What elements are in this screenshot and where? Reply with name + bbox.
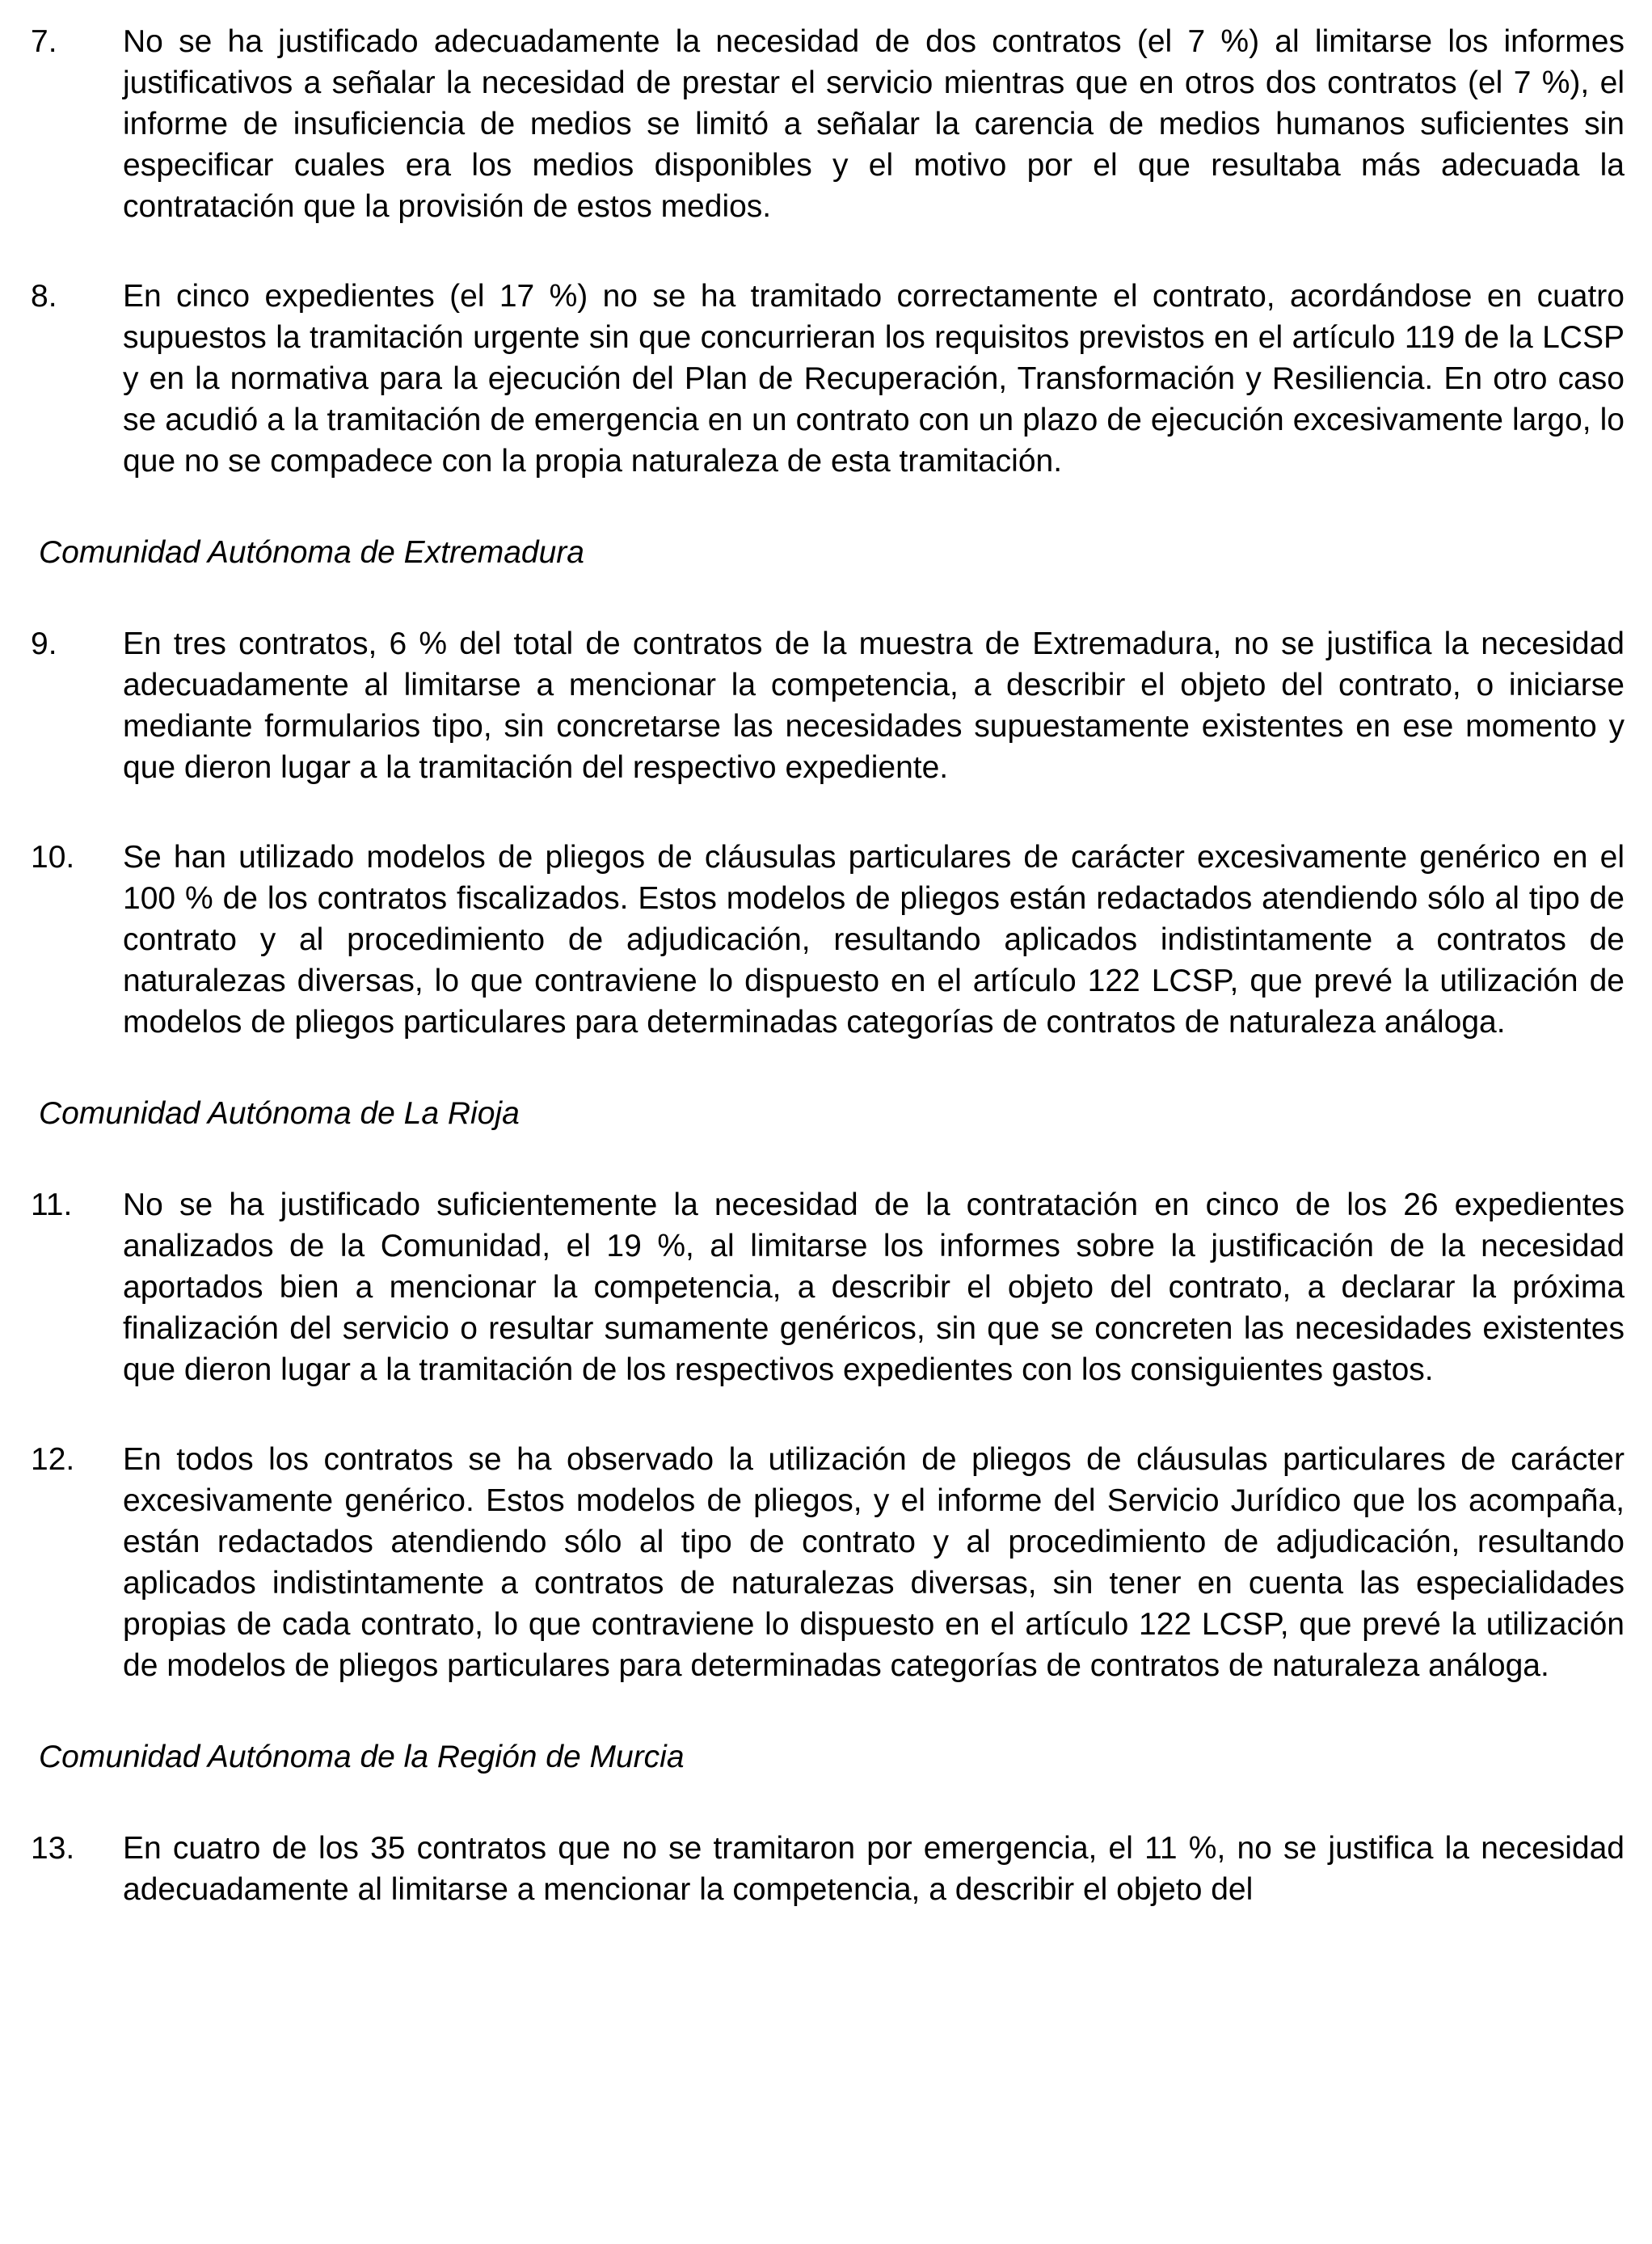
list-item-text: En tres contratos, 6 % del total de contratos de la muestra de Extremadura, no se justifica la necesidad adecuadamente al limitarse a mencionar la competencia, a describir el objeto del contrato, o iniciarse mediante formularios tipo, sin concretarse las necesidades supuestamente existentes en ese momento y que dieron lugar a la tramitación del respectivo expediente. <box>123 626 1625 785</box>
list-item-7 <box>31 21 1625 227</box>
section-heading-region-de-murcia: Comunidad Autónoma de la Región de Murcia <box>39 1740 685 1774</box>
list-item-text: Se han utilizado modelos de pliegos de cláusulas particulares de carácter excesivamente genérico en el 100 % de los contratos fiscalizados. Estos modelos de pliegos están redactados atendiendo sólo al tipo de contrato y al procedimiento de adjudicación, resultando aplicados indistintamente a contratos de naturalezas diversas, lo que contraviene lo dispuesto en el artículo 122 LCSP, que prevé la utilización de modelos de pliegos particulares para determinadas categorías de contratos de naturaleza análoga. <box>123 840 1625 1040</box>
list-item-13 <box>31 1828 1625 1910</box>
list-item-text: En cinco expedientes (el 17 %) no se ha tramitado correctamente el contrato, acordándose en cuatro supuestos la tramitación urgente sin que concurrieran los requisitos previstos en el artículo 119 de la LCSP y en la normativa para la ejecución del Plan de Recuperación, Transformación y Resiliencia. En otro caso se acudió a la tramitación de emergencia en un contrato con un plazo de ejecución excesivamente largo, lo que no se compadece con la propia naturaleza de esta tramitación. <box>123 279 1625 479</box>
list-item-text: No se ha justificado suficientemente la necesidad de la contratación en cinco de los 26 expedientes analizados de la Comunidad, el 19 %, al limitarse los informes sobre la justificación de la necesidad aportados bien a mencionar la competencia, a describir el objeto del contrato, a declarar la próxima finalización del servicio o resultar sumamente genéricos, sin que se concreten las necesidades existentes que dieron lugar a la tramitación de los respectivos expedientes con los consiguientes gastos. <box>123 1187 1625 1387</box>
list-item-number: 11. <box>31 1187 73 1222</box>
list-item-9 <box>31 623 1625 788</box>
list-item-text: En todos los contratos se ha observado la utilización de pliegos de cláusulas particulares de carácter excesivamente genérico. Estos modelos de pliegos, y el informe del Servicio Jurídico que los acompaña, están redactados atendiendo sólo al tipo de contrato y al procedimiento de adjudicación, resultando aplicados indistintamente a contratos de naturalezas diversas, sin tener en cuenta las especialidades propias de cada contrato, lo que contraviene lo dispuesto en el artículo 122 LCSP, que prevé la utilización de modelos de pliegos particulares para determinadas categorías de contratos de naturaleza análoga. <box>123 1442 1625 1683</box>
list-item-text: No se ha justificado adecuadamente la necesidad de dos contratos (el 7 %) al limitarse los informes justificativos a señalar la necesidad de prestar el servicio mientras que en otros dos contratos (el 7 %), el informe de insuficiencia de medios se limitó a señalar la carencia de medios humanos suficientes sin especificar cuales era los medios disponibles y el motivo por el que resultaba más adecuada la contratación que la provisión de estos medios. <box>123 24 1625 224</box>
list-item-10 <box>31 837 1625 1043</box>
section-heading-extremadura: Comunidad Autónoma de Extremadura <box>39 535 584 570</box>
list-item-12 <box>31 1439 1625 1686</box>
list-item-number: 8. <box>31 279 57 314</box>
section-heading-la-rioja: Comunidad Autónoma de La Rioja <box>39 1096 520 1131</box>
list-item-11 <box>31 1184 1625 1390</box>
list-item-number: 7. <box>31 24 57 59</box>
list-item-number: 9. <box>31 626 57 661</box>
list-item-text: En cuatro de los 35 contratos que no se tramitaron por emergencia, el 11 %, no se justifica la necesidad adecuadamente al limitarse a mencionar la competencia, a describir el objeto del <box>123 1831 1625 1907</box>
list-item-number: 13. <box>31 1831 75 1866</box>
list-item-8 <box>31 276 1625 482</box>
list-item-number: 12. <box>31 1442 75 1477</box>
list-item-number: 10. <box>31 840 75 875</box>
